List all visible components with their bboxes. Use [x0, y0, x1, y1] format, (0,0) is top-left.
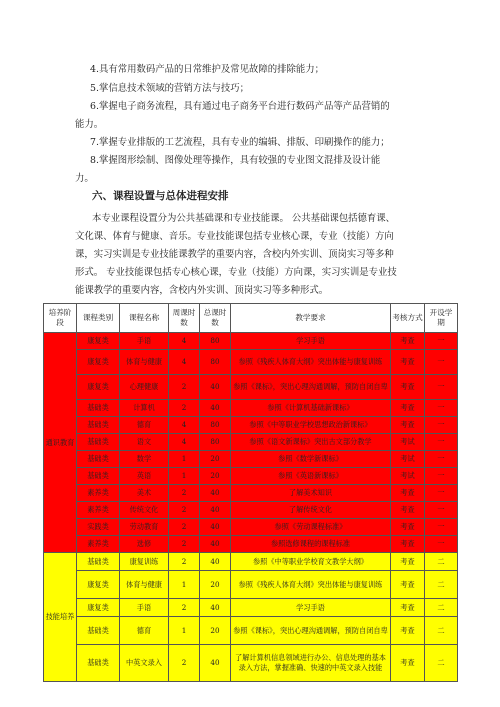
cell-total: 40	[200, 645, 231, 682]
cell-weekly: 2	[169, 502, 200, 519]
cell-total: 40	[200, 400, 231, 417]
cell-assessment: 考试	[391, 451, 425, 468]
table-row	[44, 553, 458, 571]
cell-assessment: 考试	[391, 468, 425, 485]
cell-requirement: 参照《语文新课标》突出古文部分教学	[231, 434, 391, 451]
header-semester: 开设学期	[425, 304, 458, 333]
table-row	[44, 502, 458, 519]
cell-semester: 二	[425, 645, 458, 682]
cell-semester: 一	[425, 434, 458, 451]
cell-course: 手语	[120, 599, 169, 617]
cell-requirement: 参照《计算机基础新课标》	[231, 400, 391, 417]
cell-category: 基础类	[77, 417, 120, 434]
cell-total: 20	[200, 468, 231, 485]
cell-weekly: 1	[169, 468, 200, 485]
cell-total: 40	[200, 553, 231, 571]
cell-category: 基础类	[77, 451, 120, 468]
table-row	[44, 333, 458, 350]
body-line-2: 文化课、体育与健康、音乐。专业技能课包括专业核心课，专业（技能）方向	[75, 231, 394, 242]
cell-category: 素养类	[77, 485, 120, 502]
table-row	[44, 536, 458, 553]
cell-assessment: 考查	[391, 645, 425, 682]
table-row	[44, 434, 458, 451]
cell-semester: 一	[425, 468, 458, 485]
cell-requirement: 参照《残疾人体育大纲》突出体能与康复训练	[231, 571, 391, 599]
cell-category: 康复类	[77, 599, 120, 617]
table-row	[44, 375, 458, 400]
cell-semester: 一	[425, 350, 458, 375]
cell-requirement: 参照《课标》，突出心理沟通调解，预防自闭自卑	[231, 617, 391, 645]
cell-weekly: 1	[169, 617, 200, 645]
cell-weekly: 2	[169, 400, 200, 417]
body-line-1: 本专业课程设置分为公共基础课和专业技能课。 公共基础课包括德育课、	[92, 213, 395, 224]
table-row	[44, 599, 458, 617]
cell-semester: 一	[425, 485, 458, 502]
cell-category: 康复类	[77, 571, 120, 599]
header-assessment: 考核方式	[391, 304, 425, 333]
section-heading: 六、课程设置与总体进程安排	[92, 190, 229, 202]
cell-assessment: 考查	[391, 417, 425, 434]
cell-total: 80	[200, 350, 231, 375]
cell-weekly: 2	[169, 375, 200, 400]
cell-semester: 二	[425, 599, 458, 617]
table-row	[44, 571, 458, 599]
cell-weekly: 4	[169, 417, 200, 434]
cell-course: 心理健康	[120, 375, 169, 400]
cell-course: 英语	[120, 468, 169, 485]
body-line-4: 形式。 专业技能课包括专心核心课，专业（技能）方向课，实习实训是专业技	[75, 267, 397, 278]
body-line-3: 课，实习实训是专业技能课教学的重要内容，含校内外实训、顶岗实习等多种	[75, 249, 394, 260]
table-row	[44, 451, 458, 468]
cell-total: 20	[200, 451, 231, 468]
table-row	[44, 417, 458, 434]
ability-item-8: 8.掌握图形绘制、图像处理等操作，具有较强的专业图文混排及设计能	[90, 155, 381, 166]
table-row	[44, 350, 458, 375]
cell-total: 20	[200, 571, 231, 599]
course-plan-table	[43, 303, 458, 682]
header-course: 课程名称	[120, 304, 169, 333]
cell-requirement: 参照《中等职业学校思想政治新课标》	[231, 417, 391, 434]
cell-semester: 一	[425, 417, 458, 434]
cell-requirement: 参照《数学新课标》	[231, 451, 391, 468]
cell-total: 40	[200, 599, 231, 617]
ability-item-8-cont: 力。	[75, 173, 94, 184]
cell-course: 数学	[120, 451, 169, 468]
cell-category: 素养类	[77, 536, 120, 553]
header-category: 课程类别	[77, 304, 120, 333]
body-line-5: 能课教学的重要内容，含校内外实训、顶岗实习等多种形式。	[75, 285, 329, 296]
cell-semester: 一	[425, 536, 458, 553]
cell-weekly: 2	[169, 519, 200, 536]
cell-requirement: 参照《残疾人体育大纲》突出体能与康复训练	[231, 350, 391, 375]
cell-assessment: 考查	[391, 536, 425, 553]
stage-cell-general: 通识教育	[44, 333, 77, 553]
cell-semester: 二	[425, 617, 458, 645]
cell-total: 80	[200, 417, 231, 434]
table-row	[44, 468, 458, 485]
cell-course: 传统文化	[120, 502, 169, 519]
cell-course: 德育	[120, 417, 169, 434]
cell-category: 基础类	[77, 553, 120, 571]
cell-requirement: 参照《英语新课标》	[231, 468, 391, 485]
ability-item-7: 7.掌握专业排版的工艺流程，具有专业的编辑、排版、印刷操作的能力；	[90, 137, 390, 148]
cell-total: 40	[200, 519, 231, 536]
cell-weekly: 2	[169, 536, 200, 553]
cell-category: 康复类	[77, 333, 120, 350]
cell-total: 40	[200, 502, 231, 519]
cell-weekly: 2	[169, 553, 200, 571]
cell-requirement: 学习手语	[231, 599, 391, 617]
cell-course: 康复训练	[120, 553, 169, 571]
table-row	[44, 617, 458, 645]
cell-assessment: 考查	[391, 571, 425, 599]
ability-item-5: 5.掌信息技术领域的营销方法与技巧；	[90, 83, 249, 94]
header-total-hours: 总课时数	[200, 304, 231, 333]
cell-category: 基础类	[77, 617, 120, 645]
cell-semester: 一	[425, 375, 458, 400]
cell-category: 康复类	[77, 375, 120, 400]
cell-course: 劳动教育	[120, 519, 169, 536]
cell-total: 40	[200, 485, 231, 502]
cell-requirement: 了解传统文化	[231, 502, 391, 519]
cell-course: 德育	[120, 617, 169, 645]
cell-course: 计算机	[120, 400, 169, 417]
ability-item-6-cont: 能力。	[75, 119, 104, 130]
cell-total: 20	[200, 617, 231, 645]
cell-weekly: 2	[169, 485, 200, 502]
table-row	[44, 485, 458, 502]
cell-assessment: 考查	[391, 375, 425, 400]
cell-total: 80	[200, 333, 231, 350]
cell-assessment: 考查	[391, 400, 425, 417]
cell-assessment: 考试	[391, 434, 425, 451]
cell-assessment: 考查	[391, 553, 425, 571]
cell-course: 体育与健康	[120, 571, 169, 599]
cell-course: 中英文录入	[120, 645, 169, 682]
stage-cell-skills: 技能培养	[44, 553, 77, 682]
cell-assessment: 考查	[391, 599, 425, 617]
cell-weekly: 4	[169, 350, 200, 375]
cell-course: 选修	[120, 536, 169, 553]
cell-semester: 一	[425, 451, 458, 468]
cell-assessment: 考查	[391, 485, 425, 502]
cell-requirement: 参照《课标》，突出心理沟通调解，预防自闭自卑	[231, 375, 391, 400]
cell-requirement: 参照《中等职业学校育文教学大纲》	[231, 553, 391, 571]
cell-category: 康复类	[77, 350, 120, 375]
ability-item-4: 4.具有常用数码产品的日常维护及常见故障的排除能力；	[90, 64, 324, 75]
header-requirements: 教学要求	[231, 304, 391, 333]
cell-category: 基础类	[77, 468, 120, 485]
cell-assessment: 考查	[391, 617, 425, 645]
cell-course: 体育与健康	[120, 350, 169, 375]
cell-semester: 一	[425, 502, 458, 519]
cell-category: 基础类	[77, 434, 120, 451]
cell-semester: 一	[425, 333, 458, 350]
cell-semester: 一	[425, 519, 458, 536]
header-weekly-hours: 周课时数	[169, 304, 200, 333]
cell-category: 实践类	[77, 519, 120, 536]
cell-total: 80	[200, 434, 231, 451]
cell-semester: 二	[425, 571, 458, 599]
cell-total: 40	[200, 536, 231, 553]
cell-course: 美术	[120, 485, 169, 502]
cell-course: 手语	[120, 333, 169, 350]
cell-category: 基础类	[77, 400, 120, 417]
cell-total: 40	[200, 375, 231, 400]
cell-requirement: 参照选修课程的课程标准	[231, 536, 391, 553]
cell-requirement: 了解计算机信息领域进行办公、信息处理的基本录入方法，掌握准确、快速的中英文录入技能	[231, 645, 391, 682]
cell-course: 语文	[120, 434, 169, 451]
cell-requirement: 学习手语	[231, 333, 391, 350]
header-stage: 培养阶段	[44, 304, 77, 333]
cell-weekly: 4	[169, 333, 200, 350]
cell-assessment: 考查	[391, 519, 425, 536]
cell-weekly: 1	[169, 571, 200, 599]
cell-semester: 二	[425, 553, 458, 571]
cell-assessment: 考查	[391, 350, 425, 375]
table-header-row	[44, 304, 458, 333]
ability-item-6: 6.掌握电子商务流程，具有通过电子商务平台进行数码产品等产品营销的	[90, 101, 390, 112]
table-row	[44, 519, 458, 536]
cell-requirement: 了解美术知识	[231, 485, 391, 502]
cell-weekly: 4	[169, 434, 200, 451]
cell-assessment: 考查	[391, 502, 425, 519]
cell-weekly: 2	[169, 599, 200, 617]
cell-requirement: 参照《劳动课程标准》	[231, 519, 391, 536]
cell-weekly: 2	[169, 645, 200, 682]
table-row	[44, 645, 458, 682]
cell-category: 基础类	[77, 645, 120, 682]
cell-weekly: 1	[169, 451, 200, 468]
table-row	[44, 400, 458, 417]
cell-category: 素养类	[77, 502, 120, 519]
cell-semester: 一	[425, 400, 458, 417]
cell-assessment: 考查	[391, 333, 425, 350]
